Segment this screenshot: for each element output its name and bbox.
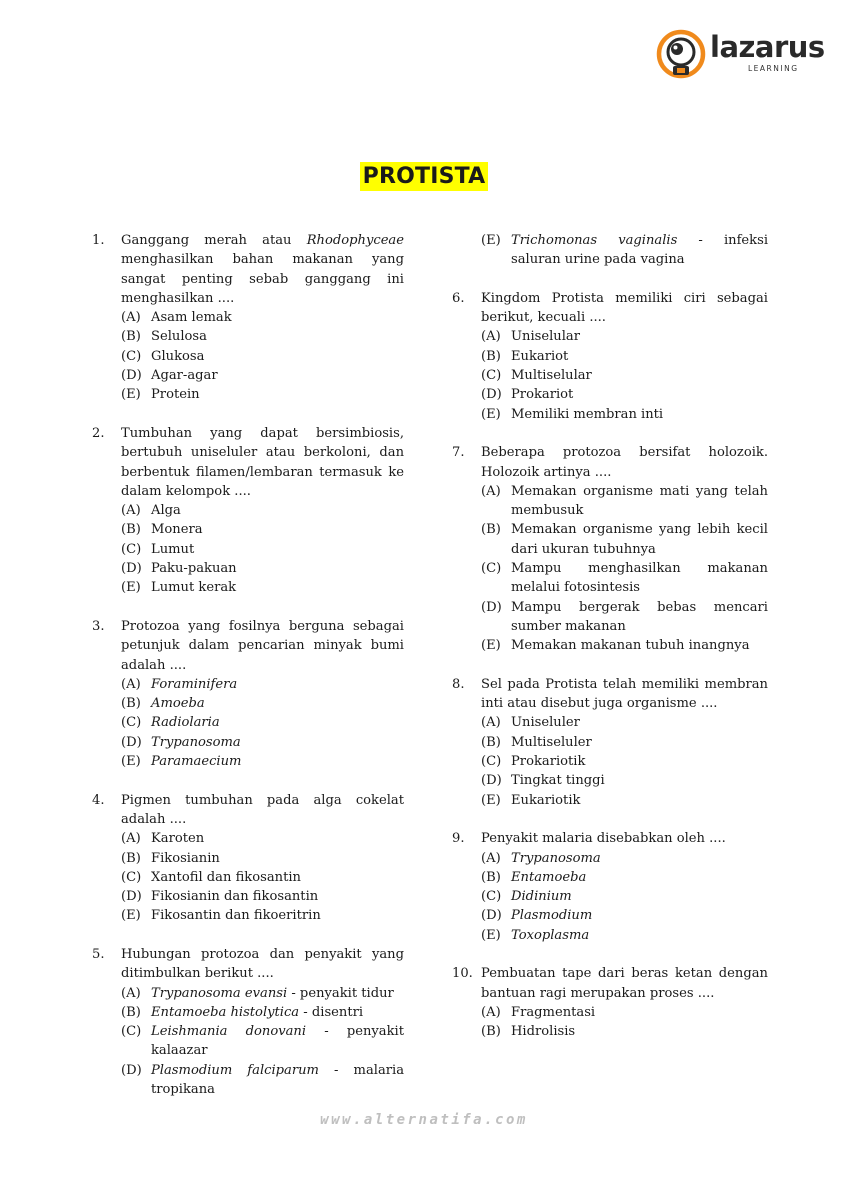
right-column xyxy=(452,231,768,1061)
option-text xyxy=(511,713,768,732)
answer-option xyxy=(121,308,404,327)
option-text xyxy=(151,868,404,887)
option-text xyxy=(151,906,404,925)
answer-option xyxy=(481,636,768,655)
italic-term: Didinium xyxy=(511,889,572,905)
answer-option xyxy=(121,501,404,520)
option-text xyxy=(151,1022,404,1061)
answer-option xyxy=(121,347,404,366)
question-number: 3. xyxy=(92,618,105,634)
italic-term: Trypanosoma xyxy=(151,734,241,750)
question-stem xyxy=(452,964,768,1003)
text-run: Lumut xyxy=(151,541,195,557)
option-text xyxy=(151,385,404,404)
answer-option xyxy=(121,540,404,559)
page-title: PROTISTA xyxy=(360,162,489,191)
option-text xyxy=(151,849,404,868)
answer-options xyxy=(121,675,404,771)
option-text xyxy=(511,598,768,637)
option-text xyxy=(511,636,768,655)
question-text xyxy=(481,289,768,328)
text-run: Multiselular xyxy=(511,368,592,384)
option-text xyxy=(511,868,768,887)
text-run: Multiseluler xyxy=(511,734,592,750)
italic-term: Toxoplasma xyxy=(511,927,590,943)
italic-term: Plasmodium xyxy=(511,908,593,924)
text-run: Sel pada Protista telah memiliki membran inti atau disebut juga organisme .... xyxy=(481,676,768,712)
option-label: (C) xyxy=(481,889,502,905)
option-text xyxy=(151,1003,404,1022)
text-run: Eukariotik xyxy=(511,792,581,808)
answer-options xyxy=(121,829,404,925)
question-stem xyxy=(452,829,768,848)
option-label: (C) xyxy=(481,368,502,384)
option-label: (B) xyxy=(121,1004,141,1020)
text-run: - penyakit kalaazar xyxy=(151,1024,404,1059)
text-run: Asam lemak xyxy=(151,310,232,326)
answer-option xyxy=(481,906,768,925)
question-stem xyxy=(452,443,768,482)
option-label: (E) xyxy=(481,406,501,422)
question-number: 9. xyxy=(452,831,465,847)
option-text xyxy=(511,231,768,270)
option-text xyxy=(151,559,404,578)
option-text xyxy=(151,887,404,906)
answer-option xyxy=(481,482,768,521)
answer-option xyxy=(121,849,404,868)
italic-term: Plasmodium falciparum xyxy=(151,1062,319,1078)
question-block xyxy=(92,791,404,926)
option-label: (A) xyxy=(121,310,141,326)
option-label: (E) xyxy=(481,638,501,654)
answer-option xyxy=(481,520,768,559)
option-label: (E) xyxy=(481,927,501,943)
answer-options xyxy=(121,501,404,597)
option-text xyxy=(151,520,404,539)
option-label: (A) xyxy=(121,831,141,847)
answer-option xyxy=(121,385,404,404)
question-number: 1. xyxy=(92,233,105,248)
answer-option xyxy=(481,791,768,810)
text-run: Monera xyxy=(151,522,203,538)
text-run: Penyakit malaria disebabkan oleh .... xyxy=(481,831,726,847)
answer-option xyxy=(481,868,768,887)
option-label: (A) xyxy=(481,850,501,866)
text-run: Tingkat tinggi xyxy=(511,773,605,789)
answer-option xyxy=(121,1061,404,1100)
option-text xyxy=(511,887,768,906)
option-label: (D) xyxy=(121,1062,142,1078)
question-stem xyxy=(92,231,404,308)
italic-term: Foraminifera xyxy=(151,676,238,692)
answer-option xyxy=(121,675,404,694)
option-label: (B) xyxy=(121,850,141,866)
question-number: 7. xyxy=(452,445,465,461)
option-text xyxy=(511,366,768,385)
option-text xyxy=(511,1003,768,1022)
text-run: Ganggang merah atau xyxy=(121,233,307,248)
option-text xyxy=(511,327,768,346)
answer-option xyxy=(121,868,404,887)
text-run: Agar-agar xyxy=(151,368,218,384)
option-text xyxy=(151,347,404,366)
option-text xyxy=(151,713,404,732)
answer-option xyxy=(121,1022,404,1061)
answer-options xyxy=(481,482,768,656)
text-run: Mampu bergerak bebas mencari sumber makanan xyxy=(511,599,768,634)
option-label: (D) xyxy=(121,368,142,384)
question-number: 6. xyxy=(452,290,465,306)
answer-option xyxy=(121,366,404,385)
option-text xyxy=(511,405,768,424)
italic-term: Entamoeba histolytica xyxy=(151,1004,300,1020)
text-run: Fikosianin dan fikosantin xyxy=(151,889,319,905)
option-label: (B) xyxy=(121,329,141,345)
option-text xyxy=(511,733,768,752)
text-run: - infeksi saluran urine pada vagina xyxy=(511,233,769,268)
option-label: (A) xyxy=(481,1004,501,1020)
text-run: Hubungan protozoa dan penyakit yang ditimbulkan berikut .... xyxy=(121,946,404,982)
option-label: (D) xyxy=(481,908,502,924)
option-text xyxy=(511,906,768,925)
answer-option xyxy=(121,1003,404,1022)
page-title-wrap xyxy=(0,162,848,191)
text-run: Memakan organisme mati yang telah membusuk xyxy=(511,483,768,519)
question-block xyxy=(452,964,768,1041)
text-run: Pigmen tumbuhan pada alga cokelat adalah .... xyxy=(121,792,404,827)
question-stem xyxy=(92,945,404,984)
question-number: 10. xyxy=(452,966,473,982)
text-run: Prokariot xyxy=(511,387,574,403)
text-run: Beberapa protozoa bersifat holozoik. Holozoik artinya .... xyxy=(481,445,768,480)
text-run: Pembuatan tape dari beras ketan dengan bantuan ragi merupakan proses .... xyxy=(481,966,768,1001)
italic-term: Radiolaria xyxy=(151,715,220,731)
option-text xyxy=(511,385,768,404)
italic-term: Paramaecium xyxy=(151,754,242,770)
option-text xyxy=(511,771,768,790)
answer-option xyxy=(481,327,768,346)
question-stem xyxy=(452,675,768,714)
question-block xyxy=(452,829,768,945)
text-run: Karoten xyxy=(151,831,205,847)
option-label: (D) xyxy=(121,889,142,905)
option-text xyxy=(511,520,768,559)
question-text xyxy=(121,424,404,501)
option-text xyxy=(151,540,404,559)
text-run: Selulosa xyxy=(151,329,207,345)
answer-option xyxy=(481,1003,768,1022)
answer-option xyxy=(481,887,768,906)
italic-term: Amoeba xyxy=(151,696,205,712)
answer-option xyxy=(121,559,404,578)
italic-term: Trichomonas vaginalis xyxy=(511,233,678,248)
text-run: Memakan organisme yang lebih kecil dari ukuran tubuhnya xyxy=(511,522,768,557)
answer-option xyxy=(481,1022,768,1041)
question-block xyxy=(92,231,404,405)
option-label: (D) xyxy=(481,599,502,615)
option-label: (D) xyxy=(121,561,142,577)
answer-option xyxy=(121,327,404,346)
option-text xyxy=(151,501,404,520)
text-run: Uniselular xyxy=(511,329,580,345)
text-run: Paku-pakuan xyxy=(151,561,237,577)
question-stem xyxy=(452,289,768,328)
answer-options xyxy=(121,308,404,404)
answer-options xyxy=(481,1003,768,1042)
answer-options xyxy=(481,327,768,423)
text-run: Protein xyxy=(151,387,200,403)
option-label: (C) xyxy=(121,715,142,731)
text-run: Fikosantin dan fikoeritrin xyxy=(151,908,321,924)
option-label: (A) xyxy=(121,985,141,1001)
question-block xyxy=(452,675,768,810)
text-run: - penyakit tidur xyxy=(287,985,394,1001)
text-run: Tumbuhan yang dapat bersimbiosis, bertubuh uniseluler atau berkoloni, dan berbentuk filamen/lembaran termasuk ke dalam kelompok .... xyxy=(121,425,404,499)
option-text xyxy=(511,1022,768,1041)
answer-option xyxy=(121,906,404,925)
question-stem xyxy=(92,424,404,501)
question-text xyxy=(121,617,404,675)
question-text xyxy=(481,829,768,848)
question-text xyxy=(481,443,768,482)
answer-option xyxy=(481,385,768,404)
option-label: (C) xyxy=(121,541,142,557)
answer-option xyxy=(481,559,768,598)
text-run: Protozoa yang fosilnya berguna sebagai petunjuk dalam pencarian minyak bumi adalah .... xyxy=(121,618,404,673)
logo-wordmark: lazarus xyxy=(710,30,825,64)
footer-watermark: www.alternatifa.com xyxy=(320,1112,528,1128)
answer-option xyxy=(121,752,404,771)
answer-options xyxy=(481,713,768,809)
question-block xyxy=(92,945,404,1099)
option-label: (B) xyxy=(481,348,501,364)
option-text xyxy=(151,308,404,327)
option-text xyxy=(151,366,404,385)
question-stem xyxy=(92,617,404,675)
question-text xyxy=(121,231,404,308)
option-label: (E) xyxy=(481,233,501,248)
option-text xyxy=(511,849,768,868)
option-label: (C) xyxy=(481,561,502,577)
answer-option xyxy=(121,829,404,848)
question-text xyxy=(121,791,404,830)
italic-term: Rhodophyceae xyxy=(306,233,404,248)
answer-option xyxy=(481,926,768,945)
answer-option xyxy=(121,713,404,732)
option-label: (B) xyxy=(121,696,141,712)
text-run: Eukariot xyxy=(511,348,569,364)
option-text xyxy=(511,482,768,521)
text-run: Kingdom Protista memiliki ciri sebagai berikut, kecuali .... xyxy=(481,290,768,326)
answer-option xyxy=(481,231,768,270)
answer-option xyxy=(121,984,404,1003)
left-column xyxy=(92,231,404,1119)
text-run: Xantofil dan fikosantin xyxy=(151,869,301,885)
italic-term: Entamoeba xyxy=(511,869,587,885)
question-block xyxy=(92,424,404,598)
option-text xyxy=(511,791,768,810)
option-text xyxy=(511,559,768,598)
option-label: (C) xyxy=(121,348,142,364)
option-label: (D) xyxy=(481,773,502,789)
logo-tagline: LEARNING xyxy=(748,64,799,73)
text-run: Uniseluler xyxy=(511,715,580,731)
option-label: (B) xyxy=(481,869,501,885)
answer-option xyxy=(481,366,768,385)
answer-option xyxy=(481,713,768,732)
answer-option xyxy=(481,752,768,771)
answer-option xyxy=(121,733,404,752)
italic-term: Trypanosoma xyxy=(511,850,601,866)
text-run: Fikosianin xyxy=(151,850,220,866)
question-block xyxy=(452,443,768,655)
option-label: (A) xyxy=(121,676,141,692)
text-run: Glukosa xyxy=(151,348,205,364)
italic-term: Trypanosoma evansi xyxy=(151,985,288,1001)
question-number: 8. xyxy=(452,676,465,692)
answer-option xyxy=(121,887,404,906)
option-label: (A) xyxy=(481,483,501,499)
question-text xyxy=(481,964,768,1003)
option-label: (C) xyxy=(121,1024,142,1040)
text-run: menghasilkan bahan makanan yang sangat penting sebab ganggang ini menghasilkan .... xyxy=(121,252,404,306)
option-text xyxy=(511,347,768,366)
option-label: (B) xyxy=(481,1024,501,1040)
question-number: 4. xyxy=(92,792,105,808)
answer-option xyxy=(481,771,768,790)
option-label: (A) xyxy=(481,715,501,731)
option-label: (B) xyxy=(121,522,141,538)
option-label: (E) xyxy=(121,387,141,403)
question-text xyxy=(481,675,768,714)
answer-options xyxy=(481,849,768,945)
question-number: 2. xyxy=(92,425,105,441)
option-text xyxy=(151,675,404,694)
question-continuation xyxy=(481,231,768,270)
option-label: (B) xyxy=(481,522,501,538)
option-text xyxy=(151,578,404,597)
answer-option xyxy=(481,405,768,424)
option-label: (D) xyxy=(121,734,142,750)
option-text xyxy=(151,1061,404,1100)
option-text xyxy=(511,926,768,945)
option-text xyxy=(511,752,768,771)
option-label: (A) xyxy=(121,503,141,519)
text-run: Lumut kerak xyxy=(151,580,237,596)
text-run: Prokariotik xyxy=(511,754,586,770)
option-label: (C) xyxy=(481,754,502,770)
text-run: Alga xyxy=(151,503,181,519)
question-text xyxy=(121,945,404,984)
option-text xyxy=(151,733,404,752)
option-label: (B) xyxy=(481,734,501,750)
italic-term: Leishmania donovani xyxy=(151,1024,307,1040)
question-block xyxy=(92,617,404,771)
lazarus-logo xyxy=(656,26,825,82)
text-run: - malaria tropikana xyxy=(151,1062,404,1098)
option-text xyxy=(151,984,404,1003)
answer-option xyxy=(481,347,768,366)
option-label: (A) xyxy=(481,329,501,345)
answer-options xyxy=(121,984,404,1100)
question-block xyxy=(452,289,768,424)
option-label: (C) xyxy=(121,869,142,885)
text-run: Mampu menghasilkan makanan melalui fotosintesis xyxy=(511,561,768,596)
option-label: (E) xyxy=(121,754,141,770)
text-run: Memakan makanan tubuh inangnya xyxy=(511,638,750,654)
text-run: - disentri xyxy=(299,1004,364,1020)
answer-option xyxy=(121,694,404,713)
option-label: (D) xyxy=(481,387,502,403)
answer-option xyxy=(481,598,768,637)
answer-option xyxy=(481,733,768,752)
answer-option xyxy=(121,578,404,597)
option-text xyxy=(151,327,404,346)
option-label: (E) xyxy=(121,580,141,596)
answer-option xyxy=(121,520,404,539)
question-stem xyxy=(92,791,404,830)
text-run: Hidrolisis xyxy=(511,1024,576,1040)
option-text xyxy=(151,752,404,771)
lazarus-logo-icon xyxy=(656,28,706,80)
text-run: Memiliki membran inti xyxy=(511,406,664,422)
question-number: 5. xyxy=(92,946,105,962)
option-label: (E) xyxy=(121,908,141,924)
answer-option xyxy=(481,849,768,868)
text-run: Fragmentasi xyxy=(511,1004,596,1020)
option-text xyxy=(151,829,404,848)
option-text xyxy=(151,694,404,713)
option-label: (E) xyxy=(481,792,501,808)
